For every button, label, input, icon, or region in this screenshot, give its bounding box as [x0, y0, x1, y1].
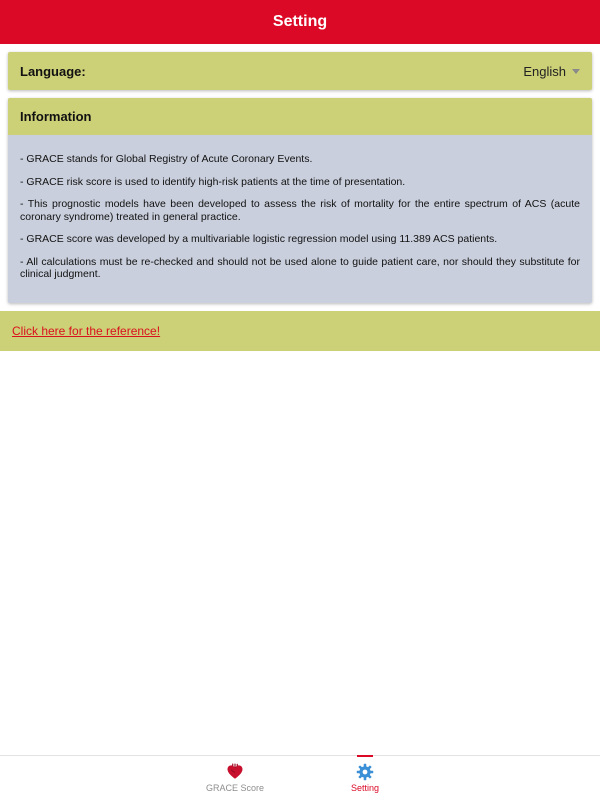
info-line: - All calculations must be re-checked and should not be used alone to guide patient care, nor should they substitute for clinical judgment. [20, 255, 580, 280]
info-line: - GRACE risk score is used to identify high-risk patients at the time of presentation. [20, 175, 406, 188]
reference-bar [0, 311, 600, 351]
language-label: Language: [20, 63, 86, 79]
info-line: - GRACE score was developed by a multivariable logistic regression model using 11.389 ACS patients. [20, 233, 498, 245]
information-title: Information [8, 98, 592, 135]
language-row [8, 52, 592, 90]
language-dropdown[interactable] [523, 64, 580, 79]
tab-setting[interactable] [300, 756, 430, 800]
tab-bar [0, 755, 600, 800]
heart-icon [226, 763, 244, 781]
gear-icon [356, 763, 374, 781]
tab-setting-label: Setting [350, 783, 380, 793]
chevron-down-icon [572, 69, 580, 74]
page-title: Setting [272, 13, 328, 30]
nav-header [0, 0, 600, 44]
reference-link[interactable]: Click here for the reference! [12, 323, 161, 338]
information-body [8, 135, 592, 303]
language-selected-value: English [523, 63, 566, 79]
information-card [8, 98, 592, 303]
info-line: - This prognostic models have been developed to assess the risk of mortality for the entire spectrum of ACS (acute coronary syndrome) treated in general practice. [20, 198, 580, 223]
tab-grace-score-label: GRACE Score [205, 783, 265, 793]
info-line: - GRACE stands for Global Registry of Acute Coronary Events. [20, 153, 313, 165]
tab-grace-score[interactable] [170, 756, 300, 800]
